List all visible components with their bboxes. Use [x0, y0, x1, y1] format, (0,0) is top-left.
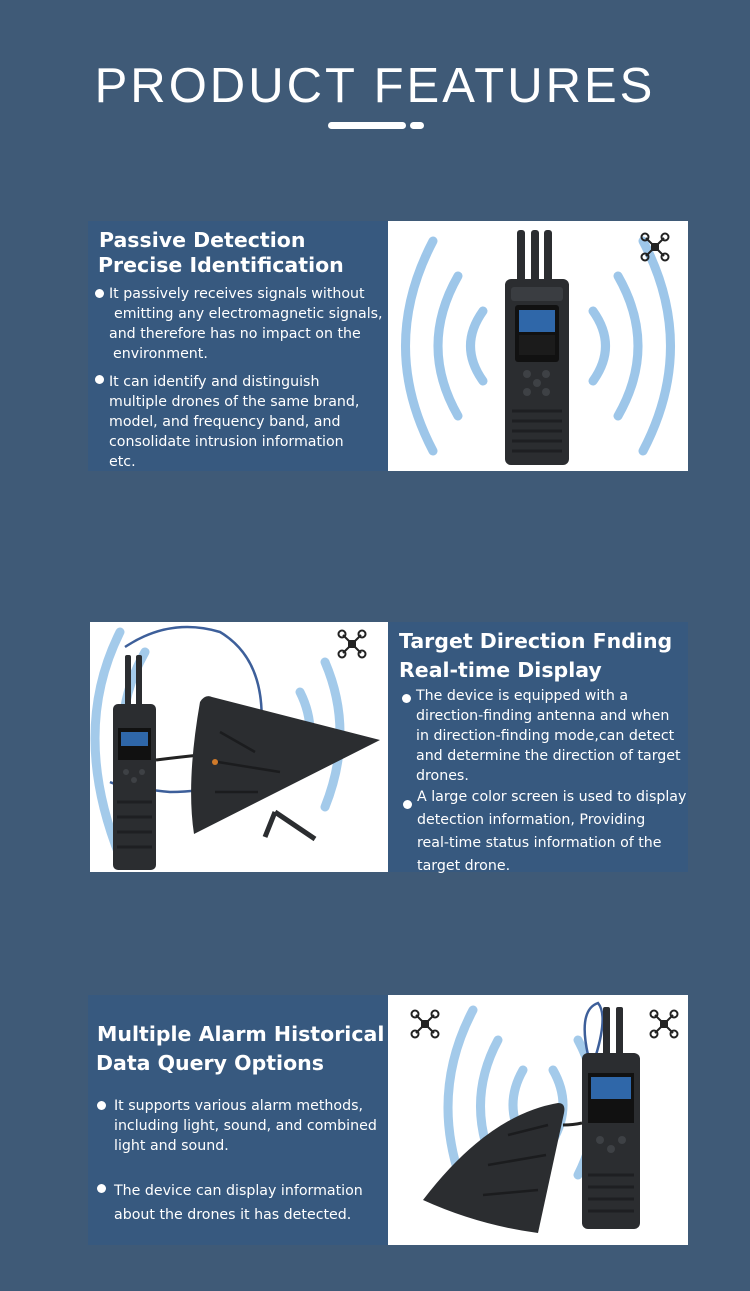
feature-bullet: It supports various alarm methods, including light, sound, and combined light and sound. [114, 1096, 377, 1156]
feature-bullet: The device can display information about the drones it has detected. [114, 1180, 363, 1229]
handheld-detector [582, 1007, 640, 1229]
feature-heading-line: Passive Detection [99, 228, 306, 252]
bullet-dot-icon [95, 375, 104, 384]
feature-bullet: It passively receives signals without emitting any electromagnetic signals, and therefore has no impact on the environment. [109, 284, 383, 364]
feature-heading-line: Target Direction Fnding [399, 629, 673, 653]
drone-icon [412, 1011, 439, 1038]
feature-heading-line: Data Query Options [96, 1051, 324, 1075]
directional-antenna [191, 696, 380, 839]
bullet-dot-icon [97, 1101, 106, 1110]
page-title: PRODUCT FEATURES [94, 59, 656, 113]
feature-heading-line: Real-time Display [399, 658, 602, 682]
feature-heading-line: Multiple Alarm Historical [97, 1022, 385, 1046]
title-underline-short [410, 122, 424, 129]
bullet-dot-icon [402, 694, 411, 703]
bullet-dot-icon [403, 800, 412, 809]
handheld-detector [505, 230, 569, 465]
drone-icon [651, 1011, 678, 1038]
drone-icon [339, 631, 366, 658]
handheld-detector [113, 655, 156, 870]
direction-finding-illustration [90, 622, 388, 872]
alarm-device-illustration [388, 995, 688, 1245]
feature-bullet: It can identify and distinguish multiple drones of the same brand, model, and frequency band, and consolidate intrusion information etc. [109, 372, 359, 472]
product-photo [388, 995, 688, 1245]
feature-bullet: The device is equipped with a direction-finding antenna and when in direction-finding mode,can detect and determine the direction of target drones. [416, 686, 681, 786]
feature-heading-line: Precise Identification [98, 253, 344, 277]
bullet-dot-icon [97, 1184, 106, 1193]
product-photo [90, 622, 388, 872]
title-underline-long [328, 122, 406, 129]
feature-bullet: A large color screen is used to display detection information, Providing real-time status information of the target drone. [417, 786, 686, 878]
product-photo [388, 221, 688, 471]
handheld-detector-illustration [388, 221, 688, 471]
bullet-dot-icon [95, 289, 104, 298]
